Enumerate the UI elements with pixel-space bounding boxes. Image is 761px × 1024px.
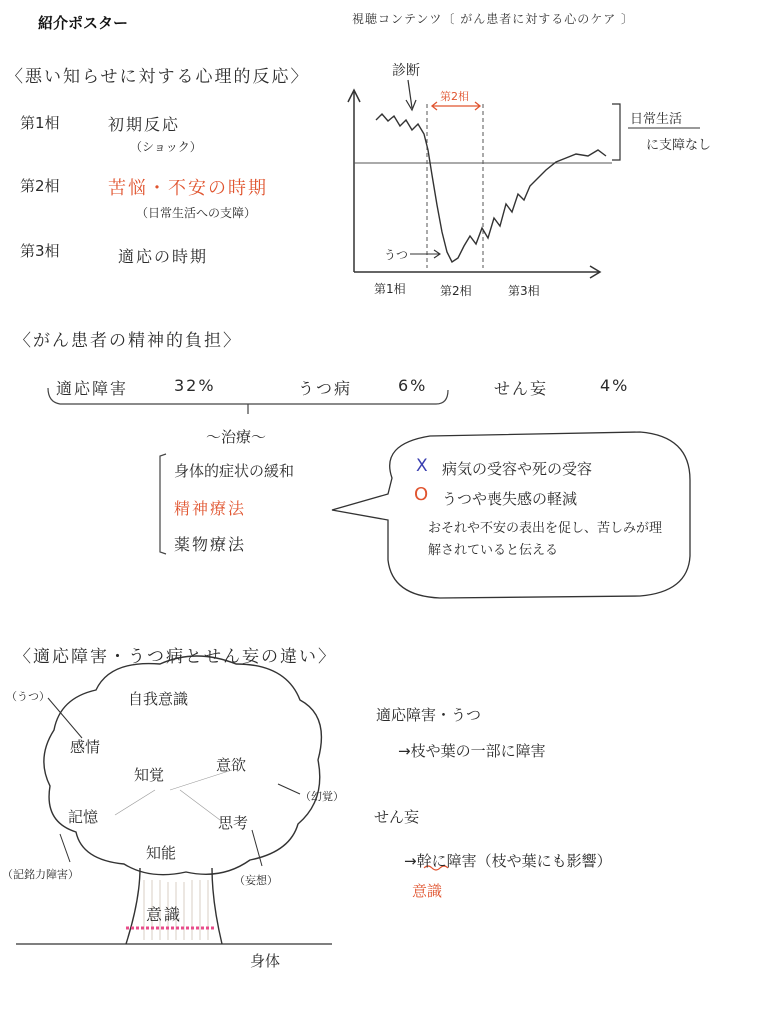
treatment-bracket — [160, 454, 166, 554]
explain-1-detail: →枝や葉の一部に障害 — [398, 742, 546, 760]
phase2-text: 苦悩・不安の時期 — [108, 178, 268, 199]
treatment-1: 身体的症状の緩和 — [174, 462, 295, 480]
speech-bubble — [332, 432, 690, 598]
outer-delusion: （妄想） — [234, 874, 278, 887]
section2-heading: 〈がん患者の精神的負担〉 — [14, 331, 242, 351]
graph-depression-label: うつ — [384, 248, 409, 262]
tree-thinking: 思考 — [218, 814, 249, 832]
bubble-circle-item: うつや喪失感の軽減 — [442, 490, 578, 508]
tree-emotion: 感情 — [70, 738, 101, 756]
cross-icon: X — [416, 456, 428, 476]
burden-value-1: 32% — [174, 376, 216, 395]
graph-xlabel-1: 第1相 — [374, 282, 406, 296]
section1-heading: 〈悪い知らせに対する心理的反応〉 — [6, 67, 310, 87]
tree-body: 身体 — [250, 952, 281, 970]
phase2-note: （日常生活への支障） — [136, 206, 257, 220]
graph-xlabel-3: 第3相 — [508, 284, 540, 298]
tree-intelligence: 知能 — [146, 844, 177, 862]
tree-perception: 知覚 — [134, 766, 165, 784]
explain-1-title: 適応障害・うつ — [376, 706, 482, 724]
circle-icon: O — [414, 484, 429, 505]
outer-hallucination: （幻覚） — [300, 790, 344, 803]
burden-name-1: 適応障害 — [56, 379, 129, 398]
burden-value-3: 4% — [600, 376, 630, 395]
side-bracket — [612, 104, 620, 160]
treatment-2: 精神療法 — [174, 499, 247, 518]
graph-side-note-1: 日常生活 — [630, 112, 683, 127]
tree-memory: 記憶 — [68, 808, 99, 826]
burden-name-3: せん妄 — [494, 379, 549, 398]
graph-diagnosis-label: 診断 — [392, 63, 420, 79]
explain-2-title: せん妄 — [374, 808, 420, 826]
phase2-label: 第2相 — [20, 177, 60, 195]
treatment-title: 〜治療〜 — [206, 428, 267, 446]
page-title: 紹介ポスター — [38, 14, 129, 32]
tree-motivation: 意欲 — [216, 756, 247, 774]
phase1-label: 第1相 — [20, 114, 60, 132]
treatment-3: 薬物療法 — [174, 535, 247, 554]
tree-consciousness: 意識 — [146, 905, 183, 924]
phase1-note: （ショック） — [130, 140, 202, 154]
burden-name-2: うつ病 — [298, 379, 353, 398]
phase3-label: 第3相 — [20, 242, 60, 260]
outer-depression: （うつ） — [6, 690, 50, 703]
bubble-cross-item: 病気の受容や死の受容 — [442, 460, 593, 478]
phase1-text: 初期反応 — [108, 115, 181, 134]
burden-value-2: 6% — [398, 376, 428, 395]
phase3-text: 適応の時期 — [118, 247, 209, 266]
page-subtitle: 視聴コンテンツ〔 がん患者に対する心のケア 〕 — [352, 12, 635, 26]
tree-self-consciousness: 自我意識 — [128, 690, 189, 708]
explain-2-extra: 意識 — [412, 882, 443, 900]
graph-curve — [376, 114, 606, 262]
graph-phase2-label: 第2相 — [440, 90, 469, 103]
graph-side-note-2: に支障なし — [646, 138, 712, 153]
outer-memory-impairment: （記銘力障害） — [2, 868, 79, 881]
graph-xlabel-2: 第2相 — [440, 284, 472, 298]
bubble-note: おそれや不安の表出を促し、苦しみが理解されていると伝える — [428, 521, 663, 558]
explain-2-detail: →幹に障害（枝や葉にも影響） — [404, 852, 612, 870]
section3-heading: 〈適応障害・うつ病とせん妄の違い〉 — [14, 647, 337, 667]
